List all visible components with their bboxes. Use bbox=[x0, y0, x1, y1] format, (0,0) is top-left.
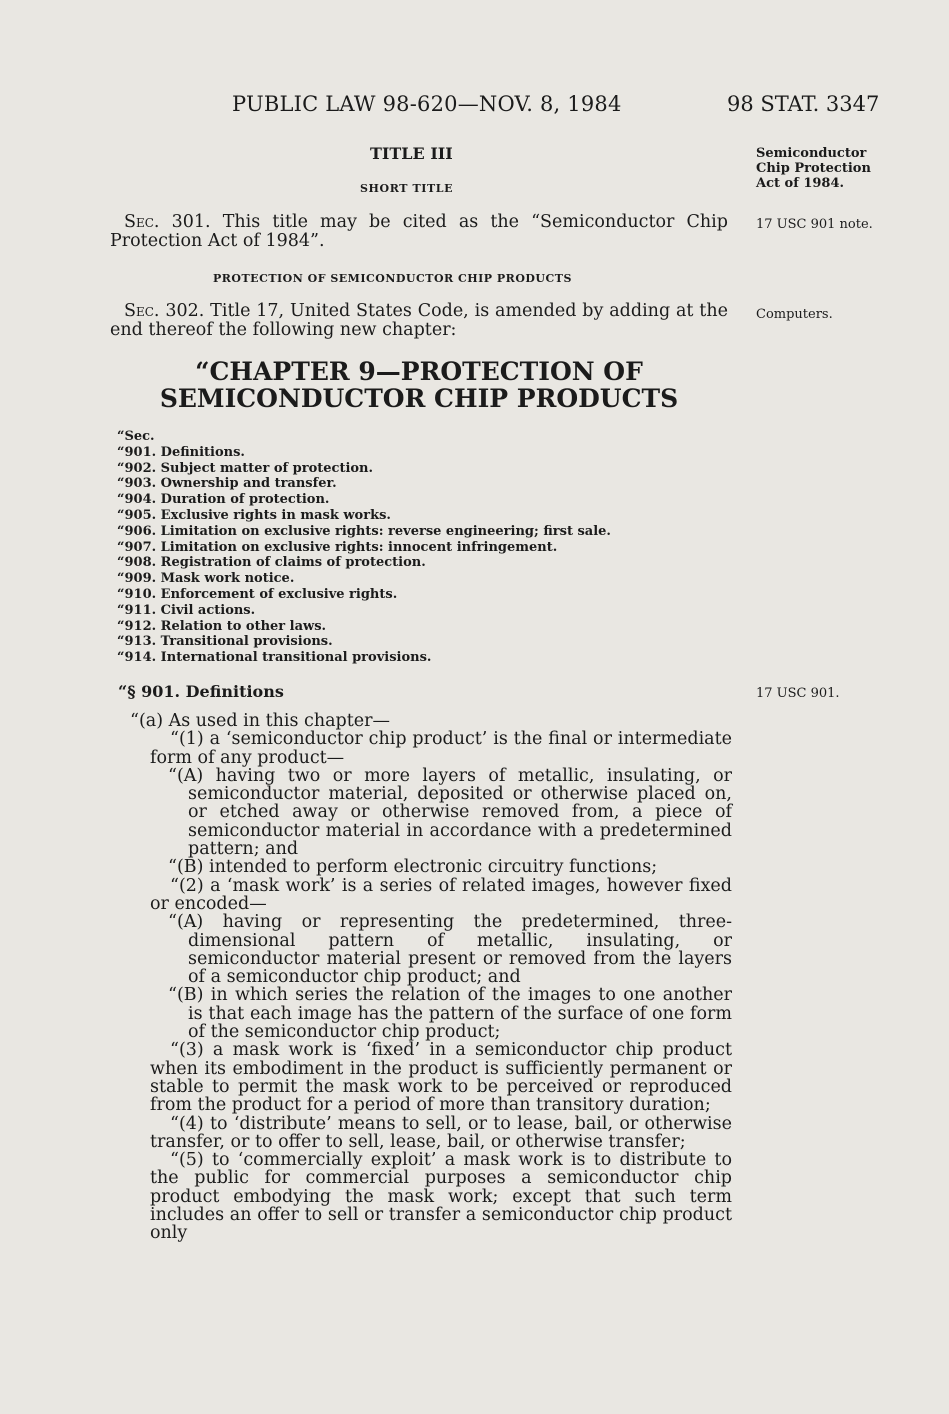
definition-4: “(4) to ‘distribute’ means to sell, or to lease, bail, or otherwise transfer, or to offer to sell, lease, bail, or otherwise transfer; bbox=[150, 1113, 732, 1152]
toc-item: “909. Mask work notice. bbox=[117, 571, 295, 587]
toc-header: “Sec. bbox=[117, 429, 155, 444]
margin-note-computers: Computers. bbox=[756, 307, 833, 322]
definition-1b: “(B) intended to perform electronic circuitry functions; bbox=[168, 857, 658, 878]
running-header-right: 98 STAT. 3347 bbox=[727, 92, 880, 116]
toc-item: “904. Duration of protection. bbox=[117, 492, 330, 508]
running-header-left: PUBLIC LAW 98-620—NOV. 8, 1984 bbox=[232, 92, 622, 116]
toc-item: “912. Relation to other laws. bbox=[117, 618, 327, 634]
toc-item: “906. Limitation on exclusive rights: reverse engineering; first sale. bbox=[117, 523, 611, 539]
definition-1a: “(A) having two or more layers of metallic, insulating, or semiconductor material, deposited or otherwise placed on, or etched away or otherwise removed from, a piece of semiconductor material in accordance with a predetermined pattern; and bbox=[168, 765, 732, 860]
toc-item: “911. Civil actions. bbox=[117, 602, 256, 618]
section-302-text: Title 17, United States Code, is amended by adding at the end thereof the following new chapter: bbox=[110, 301, 728, 340]
short-title-heading: SHORT TITLE bbox=[360, 182, 454, 195]
definition-5: “(5) to ‘commercially exploit’ a mask work is to distribute to the public for commercial purposes a semiconductor chip product embodying the mask work; except that such term includes an offer to sell or transfer a semiconductor chip product only bbox=[150, 1150, 732, 1244]
section-901-body bbox=[110, 708, 732, 1243]
toc-item: “901. Definitions. bbox=[117, 444, 245, 460]
margin-note-act-name: Semiconductor Chip Protection Act of 1984. bbox=[756, 146, 871, 191]
definition-1: “(1) a ‘semiconductor chip product’ is the final or intermediate form of any product— bbox=[150, 729, 732, 768]
chapter-heading: “CHAPTER 9—PROTECTION OF SEMICONDUCTOR CHIP PRODUCTS bbox=[159, 357, 679, 413]
subheading-protection: PROTECTION OF SEMICONDUCTOR CHIP PRODUCTS bbox=[213, 272, 572, 285]
margin-note-usc-note: 17 USC 901 note. bbox=[756, 217, 873, 232]
definition-intro: “(a) As used in this chapter— bbox=[130, 711, 390, 731]
section-301-text: This title may be cited as the “Semiconductor Chip Protection Act of 1984”. bbox=[110, 212, 728, 251]
section-302-label: Sec. 302. bbox=[124, 301, 205, 321]
section-901-heading: “§ 901. Definitions bbox=[118, 682, 284, 701]
toc-item: “903. Ownership and transfer. bbox=[117, 476, 337, 492]
section-302 bbox=[110, 302, 728, 339]
toc-item: “902. Subject matter of protection. bbox=[117, 460, 374, 476]
toc-item: “913. Transitional provisions. bbox=[117, 634, 333, 650]
definition-2b: “(B) in which series the relation of the images to one another is that each image has the pattern of the surface of one form of the semiconductor chip product; bbox=[168, 985, 732, 1043]
definition-2a: “(A) having or representing the predetermined, three-dimensional pattern of metallic, insulating, or semiconductor material present or removed from the layers of a semiconductor chip product; and bbox=[168, 912, 732, 988]
title-heading: TITLE III bbox=[370, 144, 453, 163]
section-301 bbox=[110, 213, 728, 250]
section-301-label: Sec. 301. bbox=[124, 212, 211, 232]
margin-note-usc-901: 17 USC 901. bbox=[756, 686, 840, 701]
table-of-sections bbox=[117, 429, 611, 666]
toc-item: “910. Enforcement of exclusive rights. bbox=[117, 586, 398, 602]
toc-item: “905. Exclusive rights in mask works. bbox=[117, 507, 391, 523]
toc-item: “907. Limitation on exclusive rights: innocent infringement. bbox=[117, 539, 558, 555]
toc-item: “914. International transitional provisions. bbox=[117, 650, 432, 666]
toc-item: “908. Registration of claims of protection. bbox=[117, 555, 426, 571]
definition-3: “(3) a mask work is ‘fixed’ in a semiconductor chip product when its embodiment in the product is sufficiently permanent or stable to permit the mask work to be perceived or reproduced from the product for a period of more than transitory duration; bbox=[150, 1040, 732, 1116]
definition-2: “(2) a ‘mask work’ is a series of related images, however fixed or encoded— bbox=[150, 875, 732, 914]
